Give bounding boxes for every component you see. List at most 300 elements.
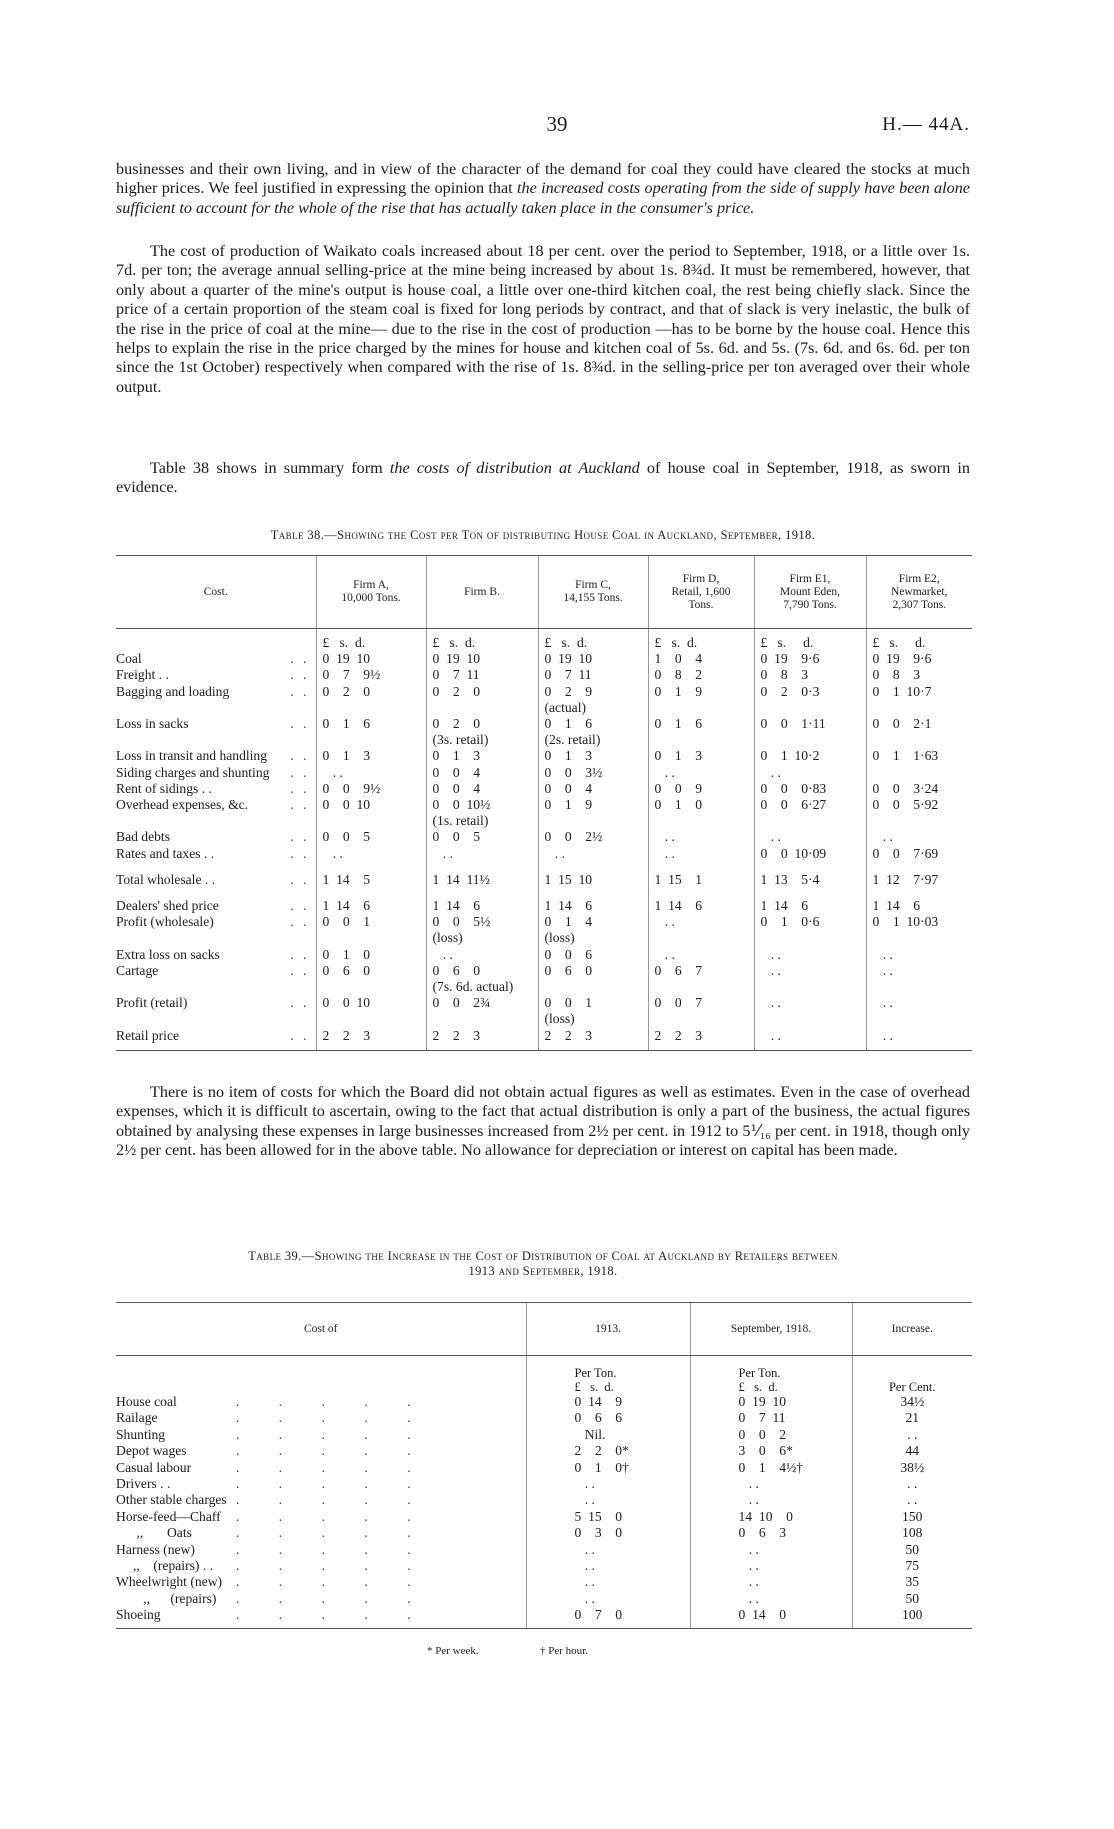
table-38-value-cell — [316, 862, 426, 872]
table-38-value-cell: 0 1 10·03 — [866, 914, 972, 930]
table-39-value-cell: 0 7 11 — [690, 1410, 852, 1426]
table-38-value-cell: 0 6 7 — [648, 963, 754, 979]
table-38-row — [116, 716, 972, 732]
table-38-value-cell: 0 7 11 — [426, 667, 538, 683]
table-39-value-cell: . . — [526, 1574, 690, 1590]
table-38-value-cell — [648, 930, 754, 946]
table-39-value-cell: . . — [852, 1492, 972, 1508]
table-38-value-cell: 0 0 10 — [316, 995, 426, 1011]
table-39-header-cell: Cost of — [116, 1303, 526, 1356]
table-38-row — [116, 846, 972, 862]
table-39-value-cell: 0 3 0 — [526, 1525, 690, 1541]
table-38-value-cell: 0 1 3 — [316, 748, 426, 764]
table-39-row-label: Horse-feed—Chaff — [116, 1509, 224, 1524]
table-38-row — [116, 963, 972, 979]
table-38-header-cell: Firm B. — [426, 556, 538, 629]
table-39-value-cell: 0 6 6 — [526, 1410, 690, 1426]
table-38-row-label: Loss in transit and handling — [116, 748, 270, 763]
table-38-value-cell: . . — [648, 765, 754, 781]
table-38-value-cell: (7s. 6d. actual) — [426, 979, 538, 995]
table-38-label-cell: Bad debts . . — [116, 829, 310, 845]
table-38-value-cell: (1s. retail) — [426, 813, 538, 829]
table-38-value-cell: (loss) — [538, 1011, 648, 1027]
table-38-row — [116, 813, 972, 829]
table-38-row — [116, 872, 972, 888]
table-38-value-cell: 0 0 10 — [316, 797, 426, 813]
table-39-value-cell: . . — [526, 1476, 690, 1492]
table-38-unit-cell: £ s. d. — [866, 629, 972, 652]
table-38-value-cell — [648, 813, 754, 829]
table-38-value-cell: 1 14 6 — [538, 898, 648, 914]
table-38-value-cell — [754, 862, 866, 872]
table-38-value-cell: . . — [866, 829, 972, 845]
table-38-row-label: Rent of sidings . . — [116, 781, 215, 796]
table-38-value-cell: 0 0 0·83 — [754, 781, 866, 797]
table-39-row-label: Railage — [116, 1410, 161, 1425]
table-38-value-cell: (actual) — [538, 700, 648, 716]
table-39-units-row — [116, 1356, 972, 1395]
table-38-row — [116, 667, 972, 683]
table-38-value-cell: 0 1 3 — [648, 748, 754, 764]
table-38-header-row — [116, 556, 972, 629]
table-38-value-cell: . . — [866, 947, 972, 963]
table-38-value-cell — [866, 888, 972, 898]
table-38-label-cell: Siding charges and shunting . . — [116, 764, 310, 780]
table-38-value-cell — [316, 888, 426, 898]
table-38-row-label: Cartage — [116, 963, 161, 978]
paragraph-1-text: businesses and their own living, and in view of the character of the demand for coal they could have cleared the stocks at much higher prices. We feel justified in expressing the opinion that — [116, 160, 970, 198]
table-38-value-cell — [538, 862, 648, 872]
table-38-value-cell: 0 2 9 — [538, 684, 648, 700]
table-39-row — [116, 1542, 972, 1558]
table-38-value-cell — [316, 979, 426, 995]
table-38-row-label: Total wholesale . . — [116, 872, 218, 887]
table-39-value-cell: 50 — [852, 1591, 972, 1607]
table-38-row — [116, 995, 972, 1011]
paragraph-4 — [116, 1083, 970, 1161]
table-39-row-label: Shoeing — [116, 1607, 164, 1622]
table-38-value-cell — [866, 765, 972, 781]
table-38-row — [116, 684, 972, 700]
table-38-header-cell: Cost. — [116, 556, 316, 629]
table-38-value-cell — [538, 979, 648, 995]
table-39-value-cell: 50 — [852, 1542, 972, 1558]
table-38-value-cell: 0 1 1·63 — [866, 748, 972, 764]
table-39-value-cell: . . — [526, 1558, 690, 1574]
table-39-label-cell: Harness (new) . . . . . — [116, 1541, 429, 1557]
table-39-caption-line-2: 1913 and September, 1918. — [468, 1264, 618, 1278]
table-38-label-cell — [116, 732, 316, 748]
table-38-value-cell: 0 8 2 — [648, 667, 754, 683]
table-38-value-cell: . . — [648, 829, 754, 845]
table-38-value-cell: . . — [866, 1028, 972, 1051]
table-38-row — [116, 1028, 972, 1051]
table-38-value-cell: 0 0 9½ — [316, 781, 426, 797]
table-38-value-cell: (loss) — [538, 930, 648, 946]
table-38-row — [116, 651, 972, 667]
paragraph-3 — [116, 459, 970, 498]
table-38-value-cell: 0 0 7·69 — [866, 846, 972, 862]
table-38-caption-prefix: Table 38. — [270, 528, 325, 542]
table-38-label-cell: Retail price . . — [116, 1028, 316, 1051]
table-39-value-cell: . . — [690, 1542, 852, 1558]
table-38-value-cell: 1 13 5·4 — [754, 872, 866, 888]
table-38-value-cell — [316, 930, 426, 946]
paragraph-1 — [116, 160, 970, 218]
table-38-value-cell: 0 2 0 — [426, 716, 538, 732]
table-38-value-cell: 1 15 1 — [648, 872, 754, 888]
table-38-label-cell: Total wholesale . . . . — [116, 871, 310, 887]
table-39-row-label: House coal — [116, 1394, 180, 1409]
table-38-value-cell: 0 0 10·09 — [754, 846, 866, 862]
table-38-value-cell: (2s. retail) — [538, 732, 648, 748]
table-38-label-cell — [116, 888, 316, 898]
table-39-value-cell: 150 — [852, 1509, 972, 1525]
table-39-row — [116, 1460, 972, 1476]
table-39-value-cell: 38½ — [852, 1460, 972, 1476]
paragraph-3-text-a: Table 38 shows in summary form — [150, 459, 390, 477]
table-38-value-cell — [866, 1011, 972, 1027]
table-38-value-cell — [648, 888, 754, 898]
paragraph-3-italic: the costs of distribution at Auckland — [389, 459, 640, 477]
table-39-value-cell: 0 1 4½† — [690, 1460, 852, 1476]
table-39-row — [116, 1394, 972, 1410]
table-38-value-cell — [754, 930, 866, 946]
table-38-value-cell: 1 14 6 — [866, 898, 972, 914]
footnote-per-week: * Per week. — [427, 1645, 479, 1657]
table-38-units-row — [116, 629, 972, 652]
table-39-value-cell: . . — [690, 1476, 852, 1492]
table-39-row — [116, 1410, 972, 1426]
table-39-row — [116, 1591, 972, 1607]
table-38-caption — [116, 528, 970, 543]
table-38-value-cell: 0 0 2¾ — [426, 995, 538, 1011]
table-39-row-label: Drivers . . — [116, 1476, 173, 1491]
table-39-row-label: Harness (new) — [116, 1542, 198, 1557]
table-38-row — [116, 732, 972, 748]
table-38-label-cell: Profit (wholesale) . . — [116, 914, 310, 930]
table-39-value-cell: . . — [690, 1558, 852, 1574]
table-38-value-cell — [866, 813, 972, 829]
table-38-row — [116, 781, 972, 797]
table-38-value-cell: (3s. retail) — [426, 732, 538, 748]
table-38-row — [116, 829, 972, 845]
table-39-unit-cell: Per Ton. £ s. d. — [526, 1356, 690, 1395]
table-38-label-cell: Rates and taxes . . . . — [116, 845, 310, 861]
table-39-value-cell: 5 15 0 — [526, 1509, 690, 1525]
table-38-value-cell — [866, 862, 972, 872]
table-38-row — [116, 1011, 972, 1027]
table-38-value-cell: . . — [426, 947, 538, 963]
table-38-value-cell: 0 1 0·6 — [754, 914, 866, 930]
table-38-label-cell: Extra loss on sacks . . — [116, 946, 310, 962]
table-38-value-cell: 2 2 3 — [648, 1028, 754, 1051]
table-38-unit-cell: £ s. d. — [316, 629, 426, 652]
table-38-row-label: Rates and taxes . . — [116, 846, 217, 861]
table-39-value-cell: . . — [690, 1574, 852, 1590]
table-39-label-cell: Shunting . . . . . — [116, 1426, 429, 1442]
table-38-value-cell: . . — [316, 765, 426, 781]
table-38-value-cell — [754, 1011, 866, 1027]
table-38-label-cell: Coal . . — [116, 651, 310, 667]
table-38-header-cell: Firm A, 10,000 Tons. — [316, 556, 426, 629]
table-38-row-label: Bagging and loading — [116, 684, 232, 699]
table-38-value-cell: 0 7 9½ — [316, 667, 426, 683]
table-38-label-cell — [116, 700, 316, 716]
table-38-value-cell: . . — [754, 947, 866, 963]
table-38-value-cell: 0 0 4 — [426, 781, 538, 797]
table-39-caption-prefix: Table 39. — [248, 1249, 302, 1263]
table-38-value-cell — [316, 813, 426, 829]
table-38-label-cell: Loss in sacks . . — [116, 716, 310, 732]
table-38-value-cell: 1 14 5 — [316, 872, 426, 888]
paragraph-3-text-b: of house coal in September, 1918, as sworn in evidence. — [116, 459, 970, 497]
table-38-spacer-row — [116, 862, 972, 872]
table-38-header-cell: Firm C, 14,155 Tons. — [538, 556, 648, 629]
table-38-value-cell: 0 7 11 — [538, 667, 648, 683]
table-39-value-cell: 34½ — [852, 1394, 972, 1410]
table-38-value-cell: 0 0 1 — [316, 914, 426, 930]
table-38-value-cell — [426, 700, 538, 716]
table-38-label-cell: Freight . . . . — [116, 667, 310, 683]
table-38-label-cell: Loss in transit and handling . . — [116, 748, 310, 764]
table-38-value-cell: 1 14 6 — [316, 898, 426, 914]
table-39-value-cell: 0 1 0† — [526, 1460, 690, 1476]
table-38-value-cell: 0 0 2½ — [538, 829, 648, 845]
table-38-value-cell: 0 8 3 — [866, 667, 972, 683]
table-38-value-cell: 0 1 4 — [538, 914, 648, 930]
table-38-label-cell: Profit (retail) . . — [116, 995, 310, 1011]
table-38-value-cell: 0 1 0 — [316, 947, 426, 963]
table-38-row — [116, 930, 972, 946]
table-39-row-label: ,, (repairs) . . — [116, 1558, 216, 1573]
table-38-value-cell: 0 0 2·1 — [866, 716, 972, 732]
table-39-value-cell: 0 0 2 — [690, 1427, 852, 1443]
table-39-label-cell: Other stable charges . . . . . — [116, 1492, 429, 1508]
table-38-value-cell: 0 0 5 — [426, 829, 538, 845]
table-39-unit-cell — [116, 1356, 526, 1395]
table-39-label-cell: Shoeing . . . . . — [116, 1607, 526, 1628]
table-38-value-cell — [426, 862, 538, 872]
table-39-row — [116, 1607, 972, 1628]
table-38-value-cell: 0 1 9 — [648, 684, 754, 700]
table-39-value-cell: . . — [690, 1492, 852, 1508]
table-38-value-cell: . . — [426, 846, 538, 862]
table-38-row — [116, 797, 972, 813]
table-39-value-cell: 0 6 3 — [690, 1525, 852, 1541]
table-38-value-cell: 0 0 3½ — [538, 765, 648, 781]
table-38-value-cell: . . — [538, 846, 648, 862]
table-39-caption-line-1: —Showing the Increase in the Cost of Distribution of Coal at Auckland by Retailers between — [301, 1249, 838, 1263]
table-39-value-cell: 75 — [852, 1558, 972, 1574]
table-38-value-cell: 0 19 9·6 — [866, 651, 972, 667]
paragraph-2-text: The cost of production of Waikato coals increased about 18 per cent. over the period to September, 1918, or a little over 1s. 7d. per ton; the average annual selling-price at the mine being increased by about 1s. 8¾d. It must be remembered, however, that only about a quarter of the mine's output is house coal, a little over one-third kitchen coal, the rest being chiefly slack. Since the price of a certain proportion of the steam coal is fixed for long periods by contract, and that of slack is very inelastic, the bulk of the rise in the price of coal at the mine— due to the rise in the cost of production —has to be borne by the house coal. Hence this helps to explain the rise in the price charged by the mines for house and kitchen coal of 5s. 6d. and 5s. (7s. 6d. and 6s. 6d. per ton since the 1st October) respectively when compared with the rise of 1s. 8¾d. in the selling-price per ton averaged over their whole output. — [116, 242, 970, 396]
table-39-label-cell: Casual labour . . . . . — [116, 1459, 429, 1475]
table-39-row — [116, 1558, 972, 1574]
page-number: 39 — [546, 112, 568, 136]
table-38-value-cell — [648, 862, 754, 872]
table-38-value-cell: . . — [648, 846, 754, 862]
table-38-value-cell: . . — [316, 846, 426, 862]
table-38-row — [116, 898, 972, 914]
table-38-value-cell: 0 0 9 — [648, 781, 754, 797]
table-38-row — [116, 914, 972, 930]
table-38-row-label: Profit (wholesale) — [116, 914, 217, 929]
table-39-row-label: Shunting — [116, 1427, 168, 1442]
table-38-value-cell: 0 1 10·2 — [754, 748, 866, 764]
table-38-label-cell: Bagging and loading . . — [116, 683, 310, 699]
table-39-label-cell: ,, (repairs) . . . . . . . — [116, 1558, 429, 1574]
table-38-label-cell — [116, 862, 316, 872]
table-38-value-cell — [538, 888, 648, 898]
table-38-unit-cell: £ s. d. — [426, 629, 538, 652]
table-39-unit-cell: Per Cent. — [852, 1356, 972, 1395]
table-38-value-cell — [754, 700, 866, 716]
table-38-value-cell — [754, 888, 866, 898]
table-38-value-cell: 0 19 10 — [426, 651, 538, 667]
table-39-value-cell: 100 — [852, 1607, 972, 1628]
table-39-row — [116, 1443, 972, 1459]
table-38-value-cell — [316, 700, 426, 716]
table-38-value-cell: . . — [866, 995, 972, 1011]
table-38-header-cell: Firm E1, Mount Eden, 7,790 Tons. — [754, 556, 866, 629]
table-38-value-cell — [426, 1011, 538, 1027]
paragraph-1-italic: the increased costs operating from the side of supply have been alone sufficient to account for the whole of the rise that has actually taken place in the consumer's price. — [116, 179, 970, 217]
table-39-value-cell: 35 — [852, 1574, 972, 1590]
table-39-row — [116, 1476, 972, 1492]
table-39-header-cell: September, 1918. — [690, 1303, 852, 1356]
table-39-caption — [116, 1249, 970, 1279]
table-39-header-row — [116, 1303, 972, 1356]
table-38-header-cell: Firm D, Retail, 1,600 Tons. — [648, 556, 754, 629]
table-38-value-cell — [316, 1011, 426, 1027]
table-38-body — [116, 629, 972, 1051]
document-reference: H.— 44A. — [882, 114, 970, 135]
table-38-value-cell: 0 0 5·92 — [866, 797, 972, 813]
table-38-value-cell — [538, 813, 648, 829]
table-38-row — [116, 979, 972, 995]
table-39-value-cell: 0 7 0 — [526, 1607, 690, 1628]
table-38-value-cell: 0 2 0·3 — [754, 684, 866, 700]
table-38-value-cell: 0 0 5½ — [426, 914, 538, 930]
table-38-value-cell: 1 14 6 — [754, 898, 866, 914]
table-38-row — [116, 765, 972, 781]
table-38-value-cell: 1 12 7·97 — [866, 872, 972, 888]
table-39-label-cell: Railage . . . . . — [116, 1410, 429, 1426]
table-38-value-cell: 0 1 3 — [538, 748, 648, 764]
table-38-value-cell: 0 1 10·7 — [866, 684, 972, 700]
table-38-value-cell: 0 2 0 — [316, 684, 426, 700]
page-header — [0, 112, 1114, 138]
table-38 — [116, 555, 972, 1051]
table-39-body — [116, 1356, 972, 1629]
table-39-value-cell: . . — [852, 1476, 972, 1492]
footnote-per-hour: † Per hour. — [540, 1645, 588, 1657]
table-38-value-cell — [754, 813, 866, 829]
table-39-label-cell: ,, (repairs) . . . . . — [116, 1590, 429, 1606]
table-38-value-cell: 0 1 6 — [648, 716, 754, 732]
table-38-value-cell: 0 0 4 — [426, 765, 538, 781]
table-39-label-cell: Horse-feed—Chaff . . . . . — [116, 1508, 429, 1524]
table-38-value-cell: . . — [754, 995, 866, 1011]
table-38-value-cell: 1 14 6 — [426, 898, 538, 914]
table-38-value-cell: 0 19 9·6 — [754, 651, 866, 667]
table-38-value-cell: 1 15 10 — [538, 872, 648, 888]
table-39-value-cell: . . — [852, 1427, 972, 1443]
table-38-value-cell: 0 0 5 — [316, 829, 426, 845]
table-38-row — [116, 947, 972, 963]
table-38-value-cell: . . — [754, 963, 866, 979]
table-38-value-cell: 0 0 7 — [648, 995, 754, 1011]
table-38-row-label: Overhead expenses, &c. — [116, 797, 251, 812]
table-38-caption-text: —Showing the Cost per Ton of distributing House Coal in Auckland, September, 1918. — [324, 528, 816, 542]
table-38-value-cell: 1 14 6 — [648, 898, 754, 914]
table-38-value-cell: 0 0 10½ — [426, 797, 538, 813]
table-38-value-cell: 0 6 0 — [316, 963, 426, 979]
table-39-value-cell: Nil. — [526, 1427, 690, 1443]
table-39-value-cell: 14 10 0 — [690, 1509, 852, 1525]
table-39-row-label: Casual labour — [116, 1460, 194, 1475]
table-38-label-cell: Dealers' shed price . . — [116, 898, 310, 914]
table-39-row — [116, 1574, 972, 1590]
table-38-label-cell — [116, 930, 316, 946]
table-38-row — [116, 748, 972, 764]
table-38-value-cell: 0 1 0 — [648, 797, 754, 813]
table-38-value-cell: 0 0 6 — [538, 947, 648, 963]
table-38-unit-cell — [116, 629, 316, 652]
table-38-value-cell — [316, 732, 426, 748]
table-39-row — [116, 1509, 972, 1525]
table-38-label-cell — [116, 979, 316, 995]
table-38-label-cell — [116, 1011, 316, 1027]
table-38-value-cell — [648, 700, 754, 716]
table-39-value-cell: 0 14 0 — [690, 1607, 852, 1628]
table-38-label-cell — [116, 813, 316, 829]
table-38-header-cell: Firm E2, Newmarket, 2,307 Tons. — [866, 556, 972, 629]
table-39-row-label: ,, Oats — [116, 1525, 195, 1540]
table-38-value-cell: 2 2 3 — [538, 1028, 648, 1051]
table-38-value-cell: 0 6 0 — [538, 963, 648, 979]
table-39-header-cell: 1913. — [526, 1303, 690, 1356]
table-39-value-cell: . . — [690, 1591, 852, 1607]
paragraph-2 — [116, 242, 970, 397]
table-38-value-cell: 0 19 10 — [538, 651, 648, 667]
table-39-label-cell: Depot wages . . . . . — [116, 1443, 429, 1459]
table-38-value-cell: 2 2 3 — [316, 1028, 426, 1051]
table-38-value-cell: (loss) — [426, 930, 538, 946]
table-39-unit-cell: Per Ton. £ s. d. — [690, 1356, 852, 1395]
table-38-value-cell: 2 2 3 — [426, 1028, 538, 1051]
table-39-row-label: Wheelwright (new) — [116, 1574, 225, 1589]
table-38-row-label: Dealers' shed price — [116, 898, 222, 913]
table-38-unit-cell: £ s. d. — [648, 629, 754, 652]
table-39-value-cell: 3 0 6* — [690, 1443, 852, 1459]
table-38-label-cell: Overhead expenses, &c. . . — [116, 797, 310, 813]
table-38-value-cell — [866, 979, 972, 995]
table-39-value-cell: . . — [526, 1542, 690, 1558]
table-38-value-cell: 1 14 11½ — [426, 872, 538, 888]
table-39-row — [116, 1492, 972, 1508]
table-38-value-cell — [866, 700, 972, 716]
table-39-value-cell: 21 — [852, 1410, 972, 1426]
table-39-row-label: Other stable charges — [116, 1492, 230, 1507]
table-39-label-cell: Wheelwright (new) . . . . . — [116, 1574, 429, 1590]
table-38-value-cell — [648, 979, 754, 995]
table-38-value-cell — [648, 732, 754, 748]
table-38-value-cell: 0 2 0 — [426, 684, 538, 700]
table-38-spacer-row — [116, 888, 972, 898]
table-38-value-cell — [866, 930, 972, 946]
